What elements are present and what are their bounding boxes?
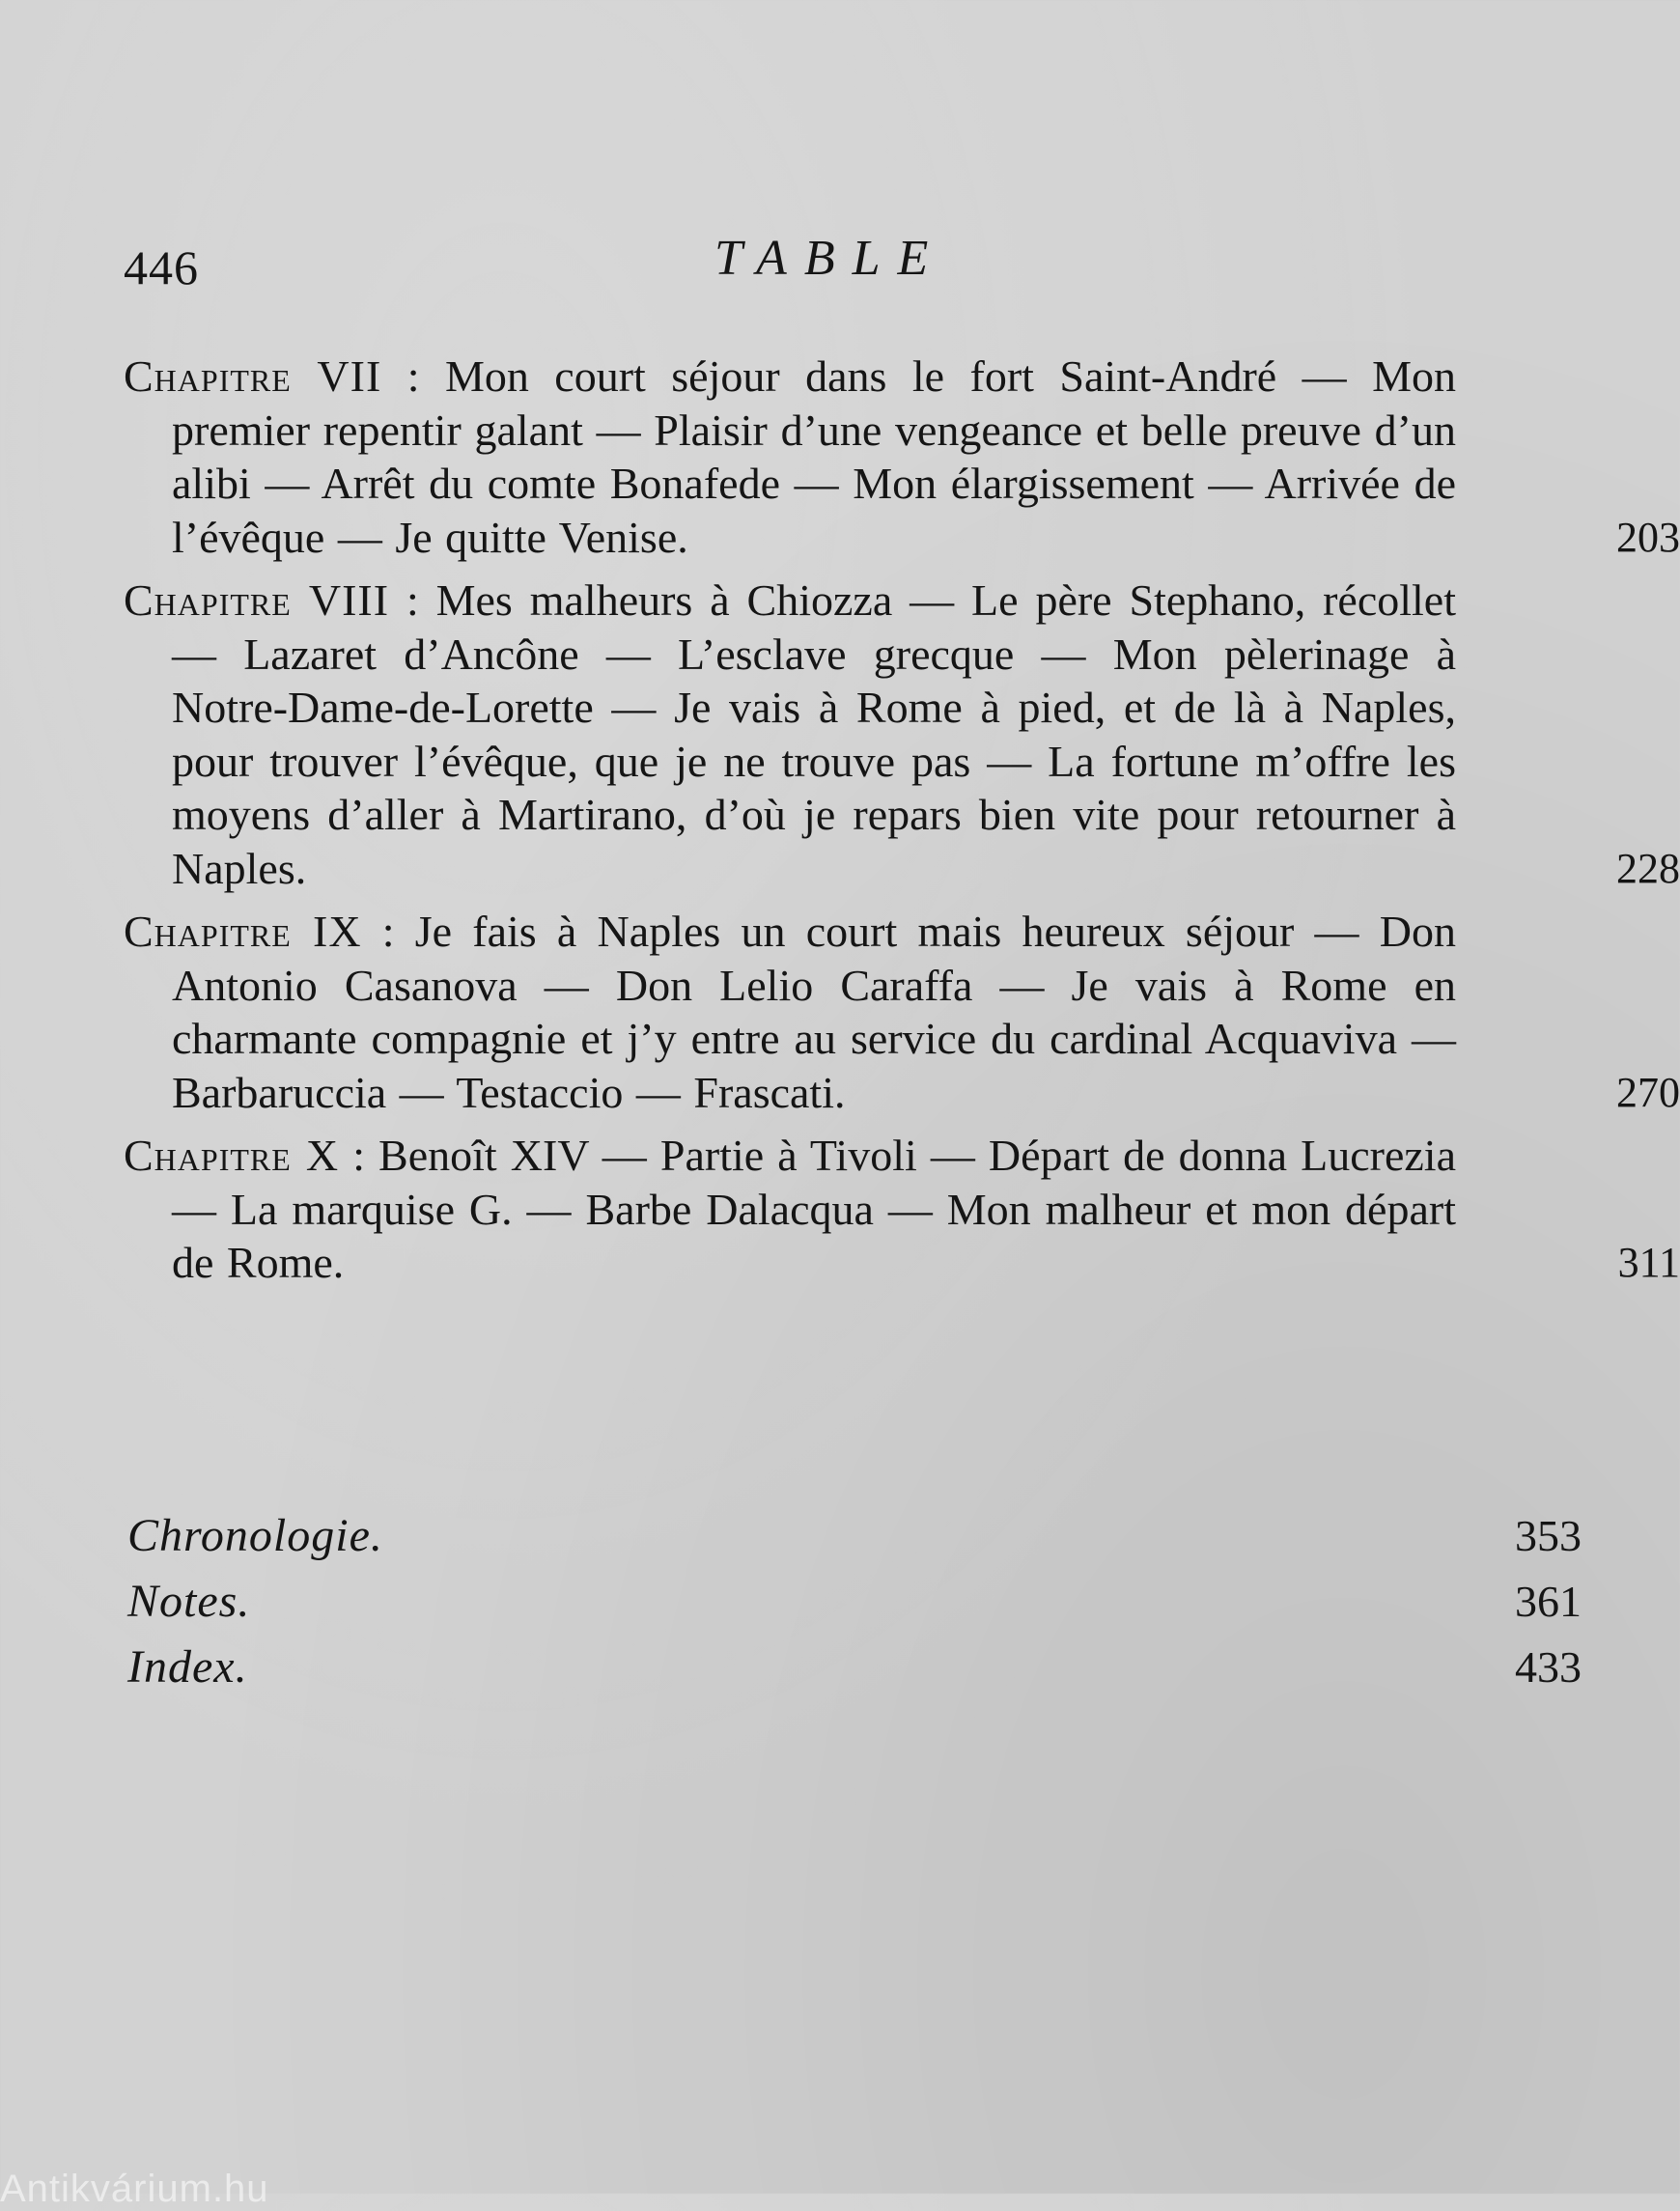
toc-entry-chapter-7 (124, 350, 1680, 564)
toc-entry-index (127, 1635, 1582, 1700)
chapter-summary: : Mes malheurs à Chiozza — Le père Stephano, récollet — Lazaret d’Ancône — L’esclave grecque — Mon pèlerinage à Notre-Dame-de-Lorette — Je vais à Rome à pied, et de là à Naples, pour trouver l’évêque, que je ne trouve pas — La fortune m’offre les moyens d’aller à Martirano, d’où je repars bien vite pour retourner à Naples. (172, 575, 1456, 893)
toc-entry-chapter-9 (124, 905, 1680, 1119)
toc-entry-text (124, 1129, 1456, 1290)
toc-page-number: 228 (1616, 844, 1680, 892)
toc-entry-chapter-8 (124, 574, 1680, 895)
back-matter-label: Chronologie. (127, 1510, 383, 1561)
back-matter-list (127, 1503, 1582, 1700)
back-matter-label: Notes. (127, 1576, 251, 1627)
page-number: 446 (124, 240, 199, 294)
running-title: TABLE (714, 231, 946, 286)
toc-page-number: 353 (1515, 1511, 1582, 1560)
chapter-summary: : Je fais à Naples un court mais heureux séjour — Don Antonio Casanova — Don Lelio Caraffa — Je vais à Rome en charmante compagnie et j’y entre au service du cardinal Acquaviva — Barbaruccia — Testaccio — Frascati. (172, 907, 1456, 1117)
toc-entry-text (124, 905, 1456, 1119)
toc-page-number: 433 (1515, 1642, 1582, 1692)
table-of-contents (124, 350, 1680, 1300)
watermark: Antikvárium.hu (0, 2168, 269, 2210)
toc-entry-notes (127, 1569, 1582, 1635)
chapter-label: Chapitre IX (124, 907, 362, 956)
toc-page-number: 361 (1515, 1577, 1582, 1626)
chapter-label: Chapitre X (124, 1131, 340, 1180)
toc-entry-text (124, 350, 1456, 564)
toc-entry-chapter-10 (124, 1129, 1680, 1290)
toc-page-number: 203 (1616, 513, 1680, 561)
toc-entry-chronologie (127, 1503, 1582, 1569)
chapter-label: Chapitre VII (124, 351, 382, 401)
toc-entry-text (124, 574, 1456, 895)
chapter-summary: : Mon court séjour dans le fort Saint-André — Mon premier repentir galant — Plaisir d’une vengeance et belle preuve d’un alibi — Arrêt du comte Bonafede — Mon élargissement — Arrivée de l’évêque — Je quitte Venise. (172, 351, 1456, 562)
chapter-summary: : Benoît XIV — Partie à Tivoli — Départ de donna Lucrezia — La marquise G. — Barbe Dalacqua — Mon malheur et mon départ de Rome. (172, 1131, 1457, 1287)
back-matter-label: Index. (127, 1641, 248, 1693)
toc-page-number: 311 (1617, 1239, 1680, 1286)
toc-page-number: 270 (1616, 1068, 1680, 1116)
chapter-label: Chapitre VIII (124, 575, 390, 625)
